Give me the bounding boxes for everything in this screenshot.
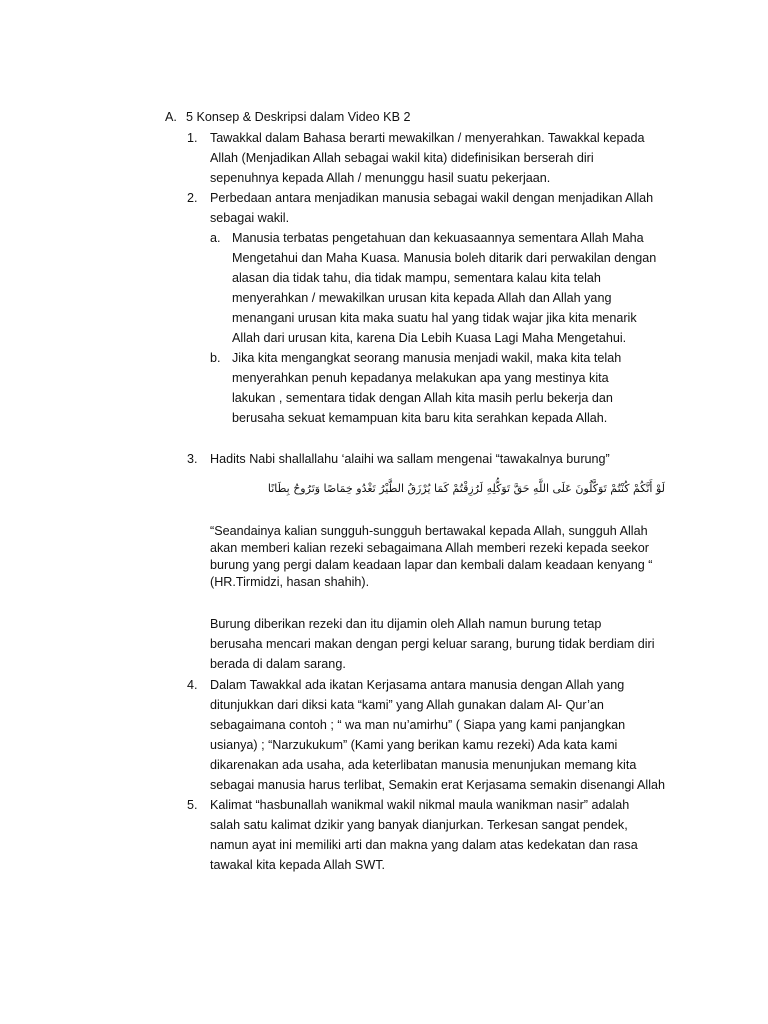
hadith-arabic-text [205,480,665,498]
sub-item-a [210,228,667,348]
item-line: sepenuhnya kepada Allah / menunggu hasil suatu pekerjaan. [210,171,551,185]
item-line: Allah (Menjadikan Allah sebagai wakil kita) didefinisikan berserah diri [210,151,594,165]
item-line: ditunjukkan dari diksi kata “kami” yang Allah gunakan dalam Al- Qur’an [210,698,604,712]
sub-item-line: lakukan , sementara tidak dengan Allah kita masih perlu bekerja dan [232,391,613,405]
sub-item-b [210,348,667,428]
sub-item-marker: a. [210,231,221,245]
sub-item-line: menyerahkan penuh kepadanya melakukan apa yang mestinya kita [232,371,609,385]
heading-marker: A. [165,110,177,124]
translation-line: akan memberi kalian rezeki sebagaimana Allah memberi rezeki kepada seekor [210,541,649,555]
item-line: sebagai wakil. [210,211,290,225]
item-marker: 5. [187,798,198,812]
item-line: dikarenakan ada usaha, ada keterlibatan manusia menunjukan memang kita [210,758,637,772]
sub-item-line: berusaha sekuat kemampuan kita baru kita serahkan kepada Allah. [232,411,608,425]
list-item-2 [187,188,667,428]
explanation-line: Burung diberikan rezeki dan itu dijamin oleh Allah namun burung tetap [210,617,602,631]
sub-item-line: menangani urusan kita maka suatu hal yang tidak wajar jika kita menarik [232,311,637,325]
item-line: tawakal kita kepada Allah SWT. [210,858,386,872]
item-marker: 3. [187,452,198,466]
sub-item-line: Manusia terbatas pengetahuan dan kekuasaannya sementara Allah Maha [232,231,644,245]
sub-item-line: menyerahkan / mewakilkan urusan kita kepada Allah dan Allah yang [232,291,612,305]
item-marker: 2. [187,191,198,205]
item-line: salah satu kalimat dzikir yang banyak dianjurkan. Terkesan sangat pendek, [210,818,628,832]
sub-item-marker: b. [210,351,221,365]
heading-text: 5 Konsep & Deskripsi dalam Video KB 2 [186,110,411,124]
list-item-5 [187,795,667,875]
list-item-1 [187,128,667,188]
item-line: Hadits Nabi shallallahu ‘alaihi wa sallam mengenai “tawakalnya burung” [210,452,610,466]
item-marker: 4. [187,678,198,692]
explanation-line: berusaha mencari makan dengan pergi keluar sarang, burung tidak berdiam diri [210,637,655,651]
item-line: Dalam Tawakkal ada ikatan Kerjasama antara manusia dengan Allah yang [210,678,625,692]
item-line: Tawakkal dalam Bahasa berarti mewakilkan / menyerahkan. Tawakkal kepada [210,131,645,145]
sub-item-line: Mengetahui dan Maha Kuasa. Manusia boleh ditarik dari perwakilan dengan [232,251,657,265]
item-line: sebagai manusia harus terlibat, Semakin erat Kerjasama semakin disenangi Allah [210,778,666,792]
explanation-line: berada di dalam sarang. [210,657,346,671]
item-line: namun ayat ini memiliki arti dan makna yang dalam atas kedekatan dan rasa [210,838,638,852]
sub-item-line: Allah dari urusan kita, karena Dia Lebih Kuasa Lagi Maha Mengetahui. [232,331,627,345]
item-line: sebagaimana contoh ; “ wa man nu’amirhu” ( Siapa yang kami panjangkan [210,718,626,732]
item-line: usianya) ; “Narzukukum” (Kami yang berikan kamu rezeki) Ada kata kami [210,738,618,752]
hadith-explanation [210,614,690,674]
item-line: Perbedaan antara menjadikan manusia sebagai wakil dengan menjadikan Allah [210,191,654,205]
sub-item-line: alasan dia tidak tahu, dia tidak mampu, sementara kalau kita telah [232,271,601,285]
list-item-4 [187,675,667,795]
hadith-translation [210,523,690,591]
sub-item-line: Jika kita mengangkat seorang manusia menjadi wakil, maka kita telah [232,351,622,365]
item-line: Kalimat “hasbunallah wanikmal wakil nikmal maula wanikman nasir” adalah [210,798,630,812]
translation-line: burung yang pergi dalam keadaan lapar dan kembali dalam keadaan kenyang “ [210,558,653,572]
translation-line: “Seandainya kalian sungguh-sungguh bertawakal kepada Allah, sungguh Allah [210,524,648,538]
arabic-line: لَوْ أَنَّكُمْ كُنْتُمْ تَوَكَّلُونَ عَلَى اللَّهِ حَقَّ تَوَكُّلِهِ لَرُزِقْتُمْ كَمَا يُرْزَقُ الطَّيْرُ تَغْدُو خِمَاصًا وَتَرُوحُ بِطَانًا [267,482,665,495]
list-item-3 [187,449,667,469]
translation-line: (HR.Tirmidzi, hasan shahih). [210,575,370,589]
item-marker: 1. [187,131,198,145]
